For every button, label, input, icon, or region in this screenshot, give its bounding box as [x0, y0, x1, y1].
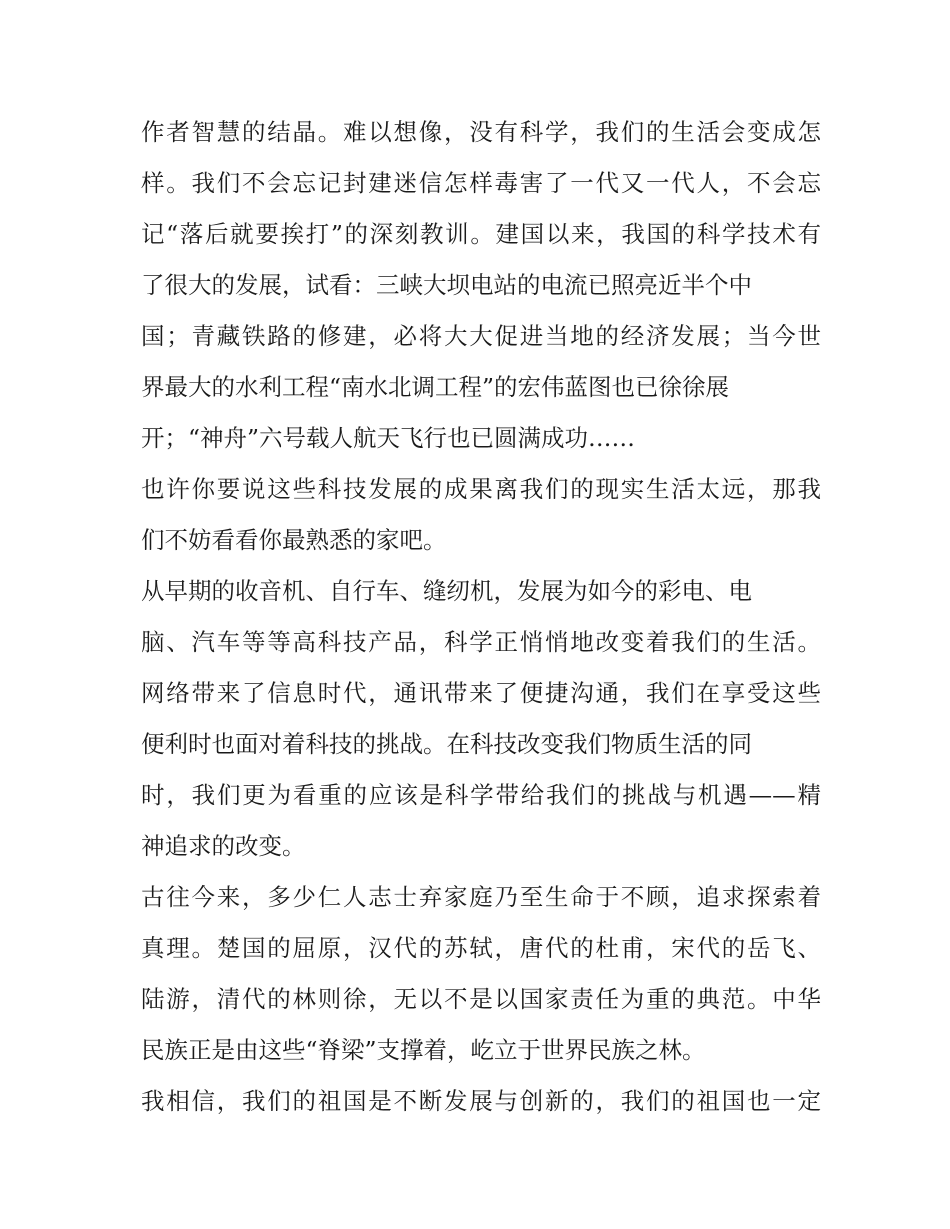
text-line: 从早期的收音机、自行车、缝纫机，发展为如今的彩电、电: [141, 577, 752, 605]
text-line: 记“落后就要挨打”的深刻教训。建国以来，我国的科学技术有: [141, 220, 821, 248]
document-body: [141, 107, 821, 1127]
text-line: 们不妨看看你最熟悉的家吧。: [141, 526, 447, 554]
text-line: 古往今来，多少仁人志士弃家庭乃至生命于不顾，追求探索着: [141, 883, 821, 911]
text-line: 时，我们更为看重的应该是科学带给我们的挑战与机遇——精: [141, 781, 821, 809]
text-line: 网络带来了信息时代，通讯带来了便捷沟通，我们在享受这些: [141, 679, 821, 707]
text-line: 神追求的改变。: [141, 832, 306, 860]
text-line: 国；青藏铁路的修建，必将大大促进当地的经济发展；当今世: [141, 322, 821, 350]
text-line: 脑、汽车等等高科技产品，科学正悄悄地改变着我们的生活。: [141, 628, 821, 656]
text-line: 样。我们不会忘记封建迷信怎样毒害了一代又一代人，不会忘: [141, 169, 821, 197]
text-line: 了很大的发展，试看：三峡大坝电站的电流已照亮近半个中: [141, 271, 752, 299]
text-line: 我相信，我们的祖国是不断发展与创新的，我们的祖国也一定: [141, 1087, 821, 1115]
text-line: 开；“神舟”六号载人航天飞行也已圆满成功……: [141, 424, 636, 452]
text-line: 作者智慧的结晶。难以想像，没有科学，我们的生活会变成怎: [141, 118, 821, 146]
text-line: 界最大的水利工程“南水北调工程”的宏伟蓝图也已徐徐展: [141, 373, 730, 401]
text-line: 陆游，清代的林则徐，无以不是以国家责任为重的典范。中华: [141, 985, 821, 1013]
text-line: 民族正是由这些“脊梁”支撑着，屹立于世界民族之林。: [141, 1036, 706, 1064]
text-line: 也许你要说这些科技发展的成果离我们的现实生活太远，那我: [141, 475, 821, 503]
text-line: 真理。楚国的屈原，汉代的苏轼，唐代的杜甫，宋代的岳飞、: [141, 934, 821, 962]
text-line: 便利时也面对着科技的挑战。在科技改变我们物质生活的同: [141, 730, 752, 758]
